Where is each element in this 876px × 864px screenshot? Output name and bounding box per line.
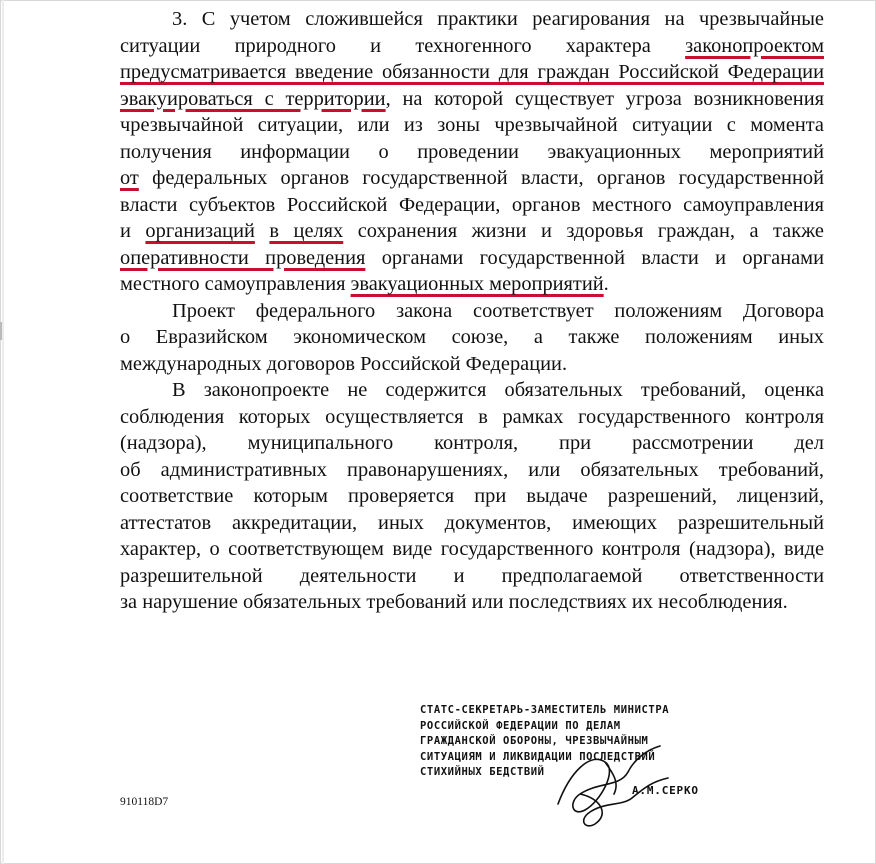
highlight-promptness: оперативности проведения xyxy=(120,246,366,269)
scroll-marker xyxy=(0,322,2,340)
text-span: органами государственной власти и органами xyxy=(365,246,824,269)
text-span: власти субъектов Российской Федерации, органов местного самоуправления xyxy=(120,193,824,216)
text-line xyxy=(120,59,824,86)
highlight-in-order: в целях xyxy=(269,220,344,242)
text-line: характер, о соответствующем виде государственного контроля (надзора), виде xyxy=(120,538,824,560)
text-span: федеральных органов государственной власти, органов государственной xyxy=(138,167,824,189)
text-line xyxy=(120,112,824,139)
text-line xyxy=(120,165,824,192)
paragraph-eaeu xyxy=(120,298,824,378)
text-span: получения информации о проведении эвакуационных мероприятий xyxy=(120,140,824,163)
text-span: ситуации природного и техногенного характера xyxy=(120,34,651,57)
text-line xyxy=(120,192,824,219)
signatory-title-line: РОССИЙСКОЙ ФЕДЕРАЦИИ ПО ДЕЛАМ xyxy=(420,719,621,732)
text-span: 3. С учетом сложившейся практики реагирования на чрезвычайные xyxy=(172,8,824,30)
text-line: о Евразийском экономическом союзе, а также положениям иных xyxy=(120,326,824,348)
page-edge xyxy=(2,0,4,864)
text-span: , на которой существует угроза возникновения xyxy=(385,87,824,110)
highlight-obligation: предусматривается введение обязанности для граждан Российской Федерации xyxy=(120,61,824,83)
signatory-title-line: ГРАЖДАНСКОЙ ОБОРОНЫ, ЧРЕЗВЫЧАЙНЫМ xyxy=(420,735,649,747)
handwritten-signature xyxy=(550,732,675,832)
text-line: об административных правонарушениях, или обязательных требований, xyxy=(120,458,824,481)
text-line: В законопроекте не содержится обязательных требований, оценка xyxy=(172,379,824,401)
document-body xyxy=(120,6,824,616)
text-span: . xyxy=(603,273,609,295)
text-line xyxy=(120,218,824,245)
text-span: сохранения жизни и здоровья граждан, а также xyxy=(343,220,824,242)
text-line: аттестатов аккредитации, иных документов, имеющих разрешительный xyxy=(120,511,824,534)
paragraph-requirements xyxy=(120,377,824,616)
text-line xyxy=(120,33,824,60)
signatory-title-line: СИТУАЦИЯМ И ЛИКВИДАЦИИ ПОСЛЕДСТВИЙ xyxy=(420,750,656,763)
highlight-organizations: организаций xyxy=(145,220,255,242)
text-span: чрезвычайной ситуации, или из зоны чрезвычайной ситуации с момента xyxy=(120,114,824,136)
highlight-ot: от xyxy=(120,167,139,189)
text-line xyxy=(120,86,824,113)
text-line xyxy=(120,245,824,272)
text-line: Проект федерального закона соответствует положениям Договора xyxy=(172,299,824,322)
text-span: местного самоуправления xyxy=(120,273,351,295)
text-span: и xyxy=(120,220,146,242)
text-line: международных договоров Российской Федерации. xyxy=(120,352,568,375)
text-line: разрешительной деятельности и предполагаемой ответственности xyxy=(120,564,824,587)
signatory-name: А.М.СЕРКО xyxy=(632,784,699,797)
text-line: (надзора), муниципального контроля, при рассмотрении дел xyxy=(120,432,824,454)
paragraph-evacuation xyxy=(120,6,824,298)
signatory-title-line: СТИХИЙНЫХ БЕДСТВИЙ xyxy=(420,766,545,778)
signatory-title-line: СТАТС-СЕКРЕТАРЬ-ЗАМЕСТИТЕЛЬ МИНИСТРА xyxy=(420,704,670,716)
text-span xyxy=(255,220,270,242)
highlight-zakonoproektom: законопроектом xyxy=(685,34,824,57)
highlight-evacuate: эвакуироваться с территории xyxy=(120,87,386,110)
text-line: за нарушение обязательных требований или последствиях их несоблюдения. xyxy=(120,591,788,613)
text-line xyxy=(120,6,824,33)
text-line: соблюдения которых осуществляется в рамках государственного контроля xyxy=(120,405,824,428)
document-code: 910118D7 xyxy=(120,796,169,808)
text-line: соответствие которым проверяется при выдаче разрешений, лицензий, xyxy=(120,485,824,507)
highlight-evacuation-measures: эвакуационных мероприятий xyxy=(350,273,604,295)
text-line xyxy=(120,139,824,166)
text-line xyxy=(120,271,824,298)
